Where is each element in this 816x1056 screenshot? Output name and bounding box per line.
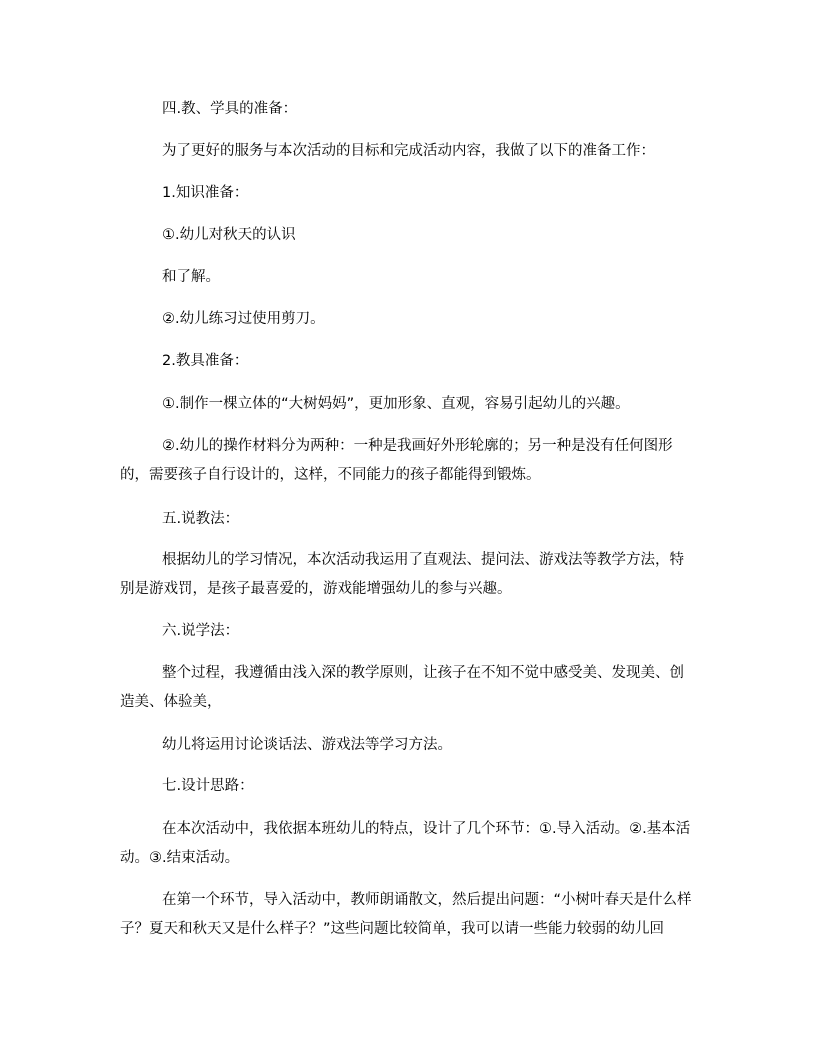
paragraph-preparation-intro: 为了更好的服务与本次活动的目标和完成活动内容，我做了以下的准备工作： — [162, 143, 655, 159]
list-item-knowledge-2: ②.幼儿练习过使用剪刀。 — [162, 311, 325, 327]
list-item-aids-1: ①.制作一棵立体的“大树妈妈”，更加形象、直观，容易引起幼儿的兴趣。 — [162, 396, 630, 412]
paragraph-teaching-methods: 根据幼儿的学习情况，本次活动我运用了直观法、提问法、游戏法等教学方法，特别是游戏罚，是孩子最喜爱的，游戏能增强幼儿的参与兴趣。 — [120, 552, 684, 597]
heading-teaching-methods: 五.说教法： — [162, 511, 240, 527]
paragraph-first-segment: 在第一个环节，导入活动中，教师朗诵散文，然后提出问题：“小树叶春天是什么样子？夏天和秋天又是什么样子？”这些问题比较简单，我可以请一些能力较弱的幼儿回 — [120, 892, 692, 937]
heading-teaching-materials: 四.教、学具的准备： — [162, 101, 298, 117]
list-item-knowledge-1-continued: 和了解。 — [162, 269, 220, 285]
heading-learning-methods: 六.说学法： — [162, 623, 240, 639]
list-item-knowledge-1: ①.幼儿对秋天的认识 — [162, 227, 296, 243]
list-item-aids-2: ②.幼儿的操作材料分为两种：一种是我画好外形轮廓的；另一种是没有任何图形的，需要孩子自行设计的，这样，不同能力的孩子都能得到锻炼。 — [120, 438, 673, 483]
heading-design-ideas: 七.设计思路： — [162, 778, 254, 794]
paragraph-activity-segments: 在本次活动中，我依据本班幼儿的特点，设计了几个环节：①.导入活动。②.基本活动。③.结束活动。 — [120, 821, 691, 866]
paragraph-learning-process: 整个过程，我遵循由浅入深的教学原则，让孩子在不知不觉中感受美、发现美、创造美、体验美， — [120, 665, 684, 710]
subheading-teaching-aids: 2.教具准备： — [162, 353, 249, 369]
subheading-knowledge-preparation: 1.知识准备： — [162, 185, 249, 201]
paragraph-learning-methods: 幼儿将运用讨论谈话法、游戏法等学习方法。 — [162, 737, 452, 753]
